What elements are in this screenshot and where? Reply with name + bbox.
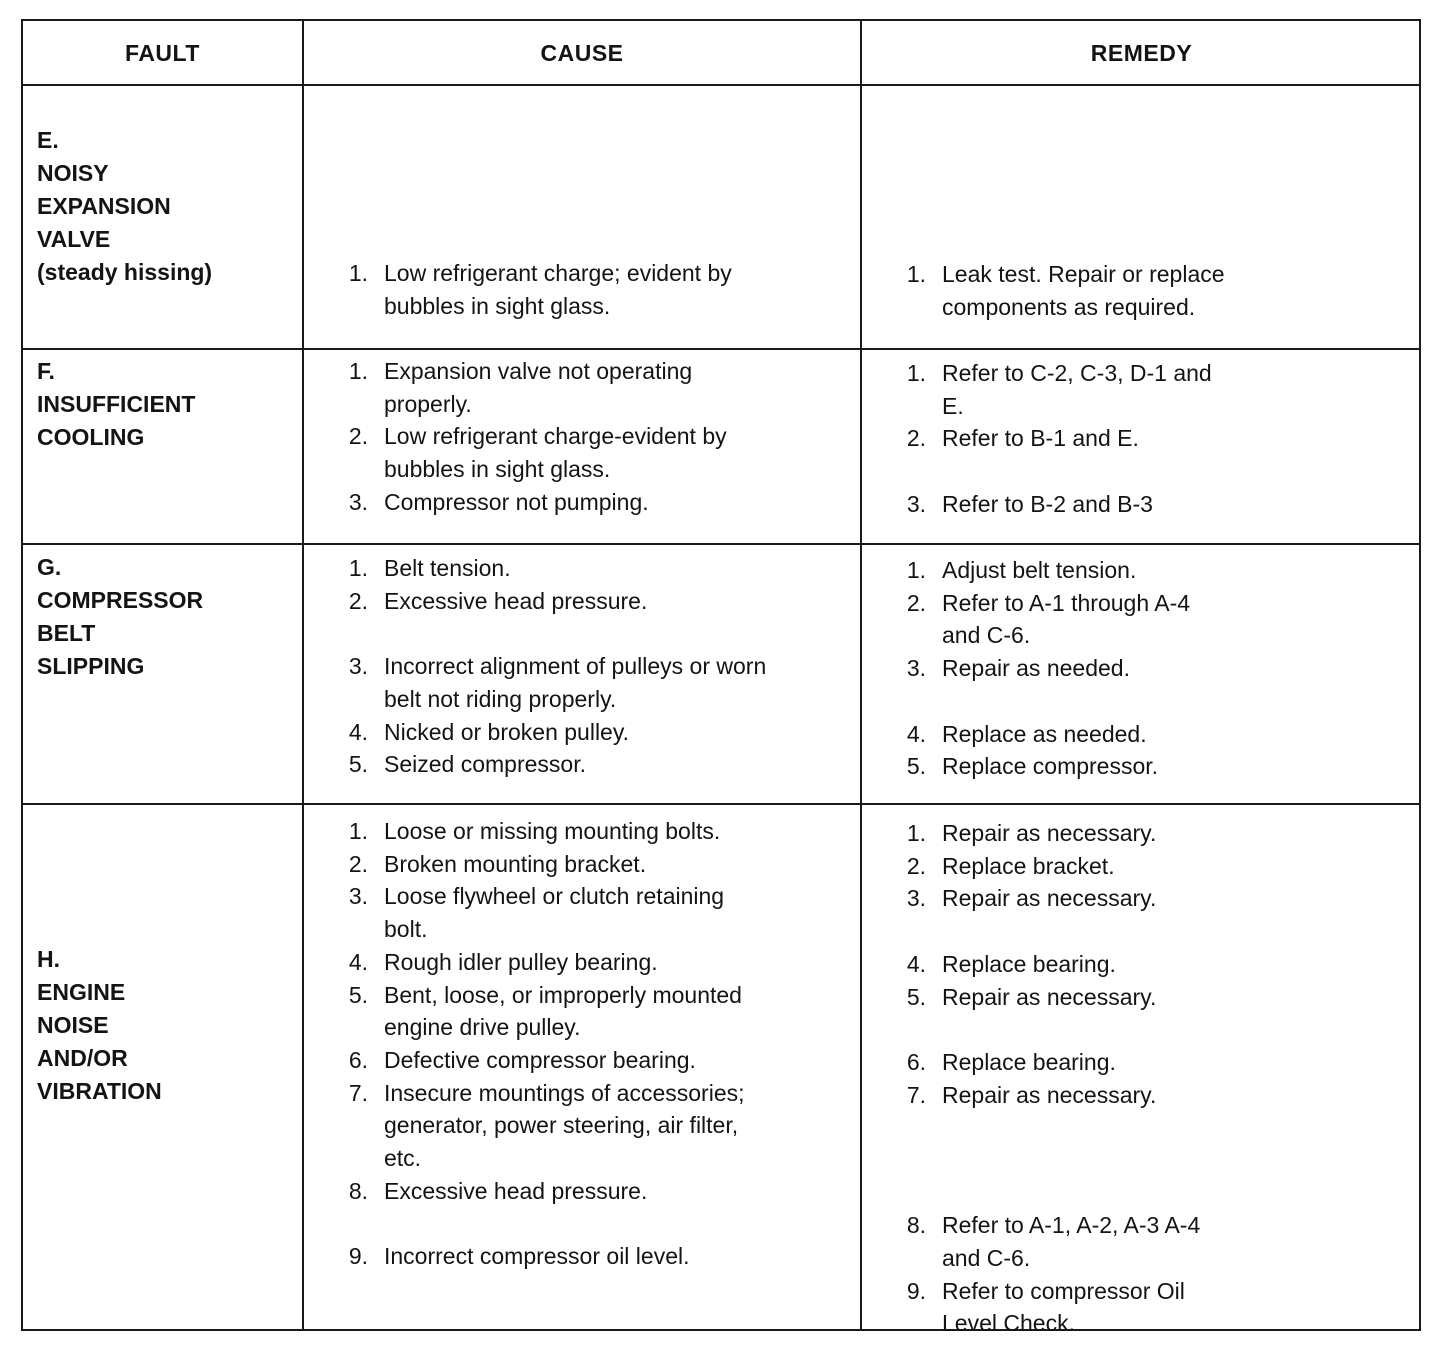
troubleshooting-table: [21, 19, 1421, 1337]
list-item: [896, 1209, 1226, 1274]
fault-letter: E.: [37, 127, 59, 153]
spacer: [338, 617, 788, 650]
item-number: 3.: [348, 488, 368, 515]
list-item: [338, 716, 788, 749]
item-text: Rough idler pulley bearing.: [384, 948, 658, 975]
cause-list-e: [338, 257, 818, 322]
item-text: Incorrect compressor oil level.: [384, 1243, 690, 1270]
item-text: Incorrect alignment of pulleys or worn belt not riding properly.: [384, 653, 767, 712]
list-item: [338, 848, 758, 881]
item-text: Belt tension.: [384, 555, 511, 581]
item-number: 6.: [906, 1048, 926, 1075]
list-item: [338, 650, 788, 715]
item-number: 1.: [348, 358, 368, 384]
item-number: 4.: [348, 718, 368, 745]
cause-list-g: [338, 552, 788, 781]
fault-title-line: SLIPPING: [37, 653, 145, 679]
list-item: [338, 1175, 758, 1208]
item-number: 2.: [348, 850, 368, 877]
list-item: [338, 1077, 758, 1175]
row-divider: [23, 543, 1419, 545]
item-number: 7.: [906, 1081, 926, 1108]
list-item: [896, 488, 1226, 521]
item-number: 1.: [348, 818, 368, 844]
spacer: [338, 1207, 758, 1240]
item-number: 8.: [906, 1212, 926, 1239]
column-divider: [860, 21, 862, 1329]
header-fault: FAULT: [125, 39, 200, 66]
item-text: Replace bearing.: [942, 1048, 1116, 1075]
item-number: 9.: [906, 1277, 926, 1304]
list-item: [338, 257, 818, 322]
item-text: Refer to A-1, A-2, A-3 A-4 and C-6.: [942, 1212, 1201, 1272]
list-item: [896, 1079, 1226, 1112]
item-number: 3.: [906, 490, 926, 517]
item-text: Repair as necessary.: [942, 1081, 1157, 1108]
item-text: Loose flywheel or clutch retaining bolt.: [384, 883, 725, 943]
list-item: [896, 850, 1226, 883]
item-text: Refer to B-2 and B-3: [942, 490, 1153, 517]
fault-letter: H.: [37, 946, 60, 972]
fault-title-line: EXPANSION: [37, 193, 171, 219]
row-divider: [23, 803, 1419, 805]
item-number: 2.: [348, 423, 368, 450]
list-item: [896, 554, 1206, 587]
item-text: Bent, loose, or improperly mounted engine drive pulley.: [384, 981, 742, 1041]
list-item: [896, 948, 1226, 981]
item-text: Broken mounting bracket.: [384, 850, 647, 877]
spacer: [896, 1177, 1226, 1210]
item-number: 8.: [348, 1177, 368, 1204]
column-divider: [302, 21, 304, 1329]
fault-letter: F.: [37, 358, 55, 384]
item-number: 7.: [348, 1079, 368, 1106]
item-number: 3.: [906, 655, 926, 682]
item-number: 9.: [348, 1243, 368, 1270]
remedy-list-e: [896, 258, 1316, 323]
spacer: [896, 1013, 1226, 1046]
item-text: Leak test. Repair or replace components as required.: [942, 261, 1225, 320]
list-item: [896, 422, 1226, 455]
list-item: [338, 486, 768, 519]
item-text: Loose or missing mounting bolts.: [384, 818, 721, 844]
fault-g: [37, 551, 297, 683]
list-item: [338, 552, 788, 585]
item-number: 5.: [348, 981, 368, 1008]
item-number: 2.: [906, 589, 926, 616]
fault-title-line: COMPRESSOR: [37, 587, 204, 613]
item-number: 3.: [348, 883, 368, 910]
list-item: [896, 718, 1206, 751]
item-text: Compressor not pumping.: [384, 488, 649, 515]
list-item: [338, 420, 768, 485]
item-text: Defective compressor bearing.: [384, 1046, 696, 1073]
header-remedy: REMEDY: [1090, 39, 1193, 66]
item-number: 5.: [906, 753, 926, 780]
remedy-list-h: [896, 817, 1226, 1340]
fault-f: [37, 355, 297, 454]
fault-title-line: (steady hissing): [37, 259, 213, 285]
item-text: Refer to compressor Oil Level Check.: [942, 1277, 1185, 1337]
item-number: 1.: [906, 820, 926, 846]
item-number: 4.: [348, 948, 368, 975]
item-number: 2.: [906, 852, 926, 879]
item-number: 3.: [906, 885, 926, 912]
spacer: [896, 455, 1226, 488]
list-item: [896, 357, 1226, 422]
row-divider: [23, 348, 1419, 350]
list-item: [338, 355, 768, 420]
fault-title-line: COOLING: [37, 424, 145, 450]
item-text: Adjust belt tension.: [942, 557, 1137, 583]
item-number: 1.: [348, 260, 368, 286]
item-number: 4.: [906, 950, 926, 977]
fault-title-line: INSUFFICIENT: [37, 391, 196, 417]
item-number: 6.: [348, 1046, 368, 1073]
item-text: Replace compressor.: [942, 753, 1159, 780]
spacer: [896, 915, 1226, 948]
item-number: 5.: [906, 983, 926, 1010]
list-item: [896, 817, 1226, 850]
list-item: [896, 258, 1316, 323]
remedy-list-f: [896, 357, 1226, 521]
list-item: [896, 882, 1226, 915]
item-number: 1.: [906, 261, 926, 287]
list-item: [896, 750, 1206, 783]
list-item: [896, 652, 1206, 685]
item-text: Replace as needed.: [942, 720, 1147, 747]
list-item: [896, 981, 1226, 1014]
item-text: Expansion valve not operating properly.: [384, 358, 693, 417]
item-text: Refer to C-2, C-3, D-1 and E.: [942, 360, 1212, 419]
list-item: [338, 946, 758, 979]
spacer: [896, 1111, 1226, 1144]
item-text: Excessive head pressure.: [384, 587, 648, 614]
list-item: [338, 815, 758, 848]
item-number: 1.: [906, 360, 926, 386]
fault-title-line: VALVE: [37, 226, 111, 252]
item-text: Seized compressor.: [384, 751, 586, 778]
list-item: [896, 587, 1206, 652]
fault-letter: G.: [37, 554, 62, 580]
item-text: Insecure mountings of accessories; generator, power steering, air filter, etc.: [384, 1079, 745, 1172]
item-number: 2.: [906, 425, 926, 452]
list-item: [338, 979, 758, 1044]
spacer: [896, 1144, 1226, 1177]
item-text: Low refrigerant charge-evident by bubbles in sight glass.: [384, 423, 727, 483]
list-item: [338, 585, 788, 618]
item-text: Replace bracket.: [942, 852, 1115, 879]
item-text: Nicked or broken pulley.: [384, 718, 630, 745]
fault-title-line: NOISE: [37, 1012, 109, 1038]
fault-title-line: AND/OR: [37, 1045, 128, 1071]
item-text: Repair as necessary.: [942, 820, 1157, 846]
item-number: 1.: [906, 557, 926, 583]
list-item: [896, 1046, 1226, 1079]
item-number: 2.: [348, 587, 368, 614]
spacer: [896, 685, 1206, 718]
list-item: [338, 1240, 758, 1273]
fault-title-line: ENGINE: [37, 979, 126, 1005]
fault-title-line: NOISY: [37, 160, 109, 186]
cause-list-h: [338, 815, 758, 1273]
list-item: [338, 1044, 758, 1077]
item-text: Repair as needed.: [942, 655, 1130, 682]
fault-title-line: VIBRATION: [37, 1078, 162, 1104]
item-text: Refer to A-1 through A-4 and C-6.: [942, 589, 1191, 649]
item-text: Repair as necessary.: [942, 885, 1157, 912]
list-item: [338, 748, 788, 781]
item-number: 5.: [348, 751, 368, 778]
item-number: 3.: [348, 653, 368, 680]
list-item: [896, 1275, 1226, 1340]
item-text: Low refrigerant charge; evident by bubbles in sight glass.: [384, 260, 732, 319]
item-text: Replace bearing.: [942, 950, 1116, 977]
remedy-list-g: [896, 554, 1206, 783]
fault-title-line: BELT: [37, 620, 96, 646]
item-number: 4.: [906, 720, 926, 747]
list-item: [338, 880, 758, 945]
item-number: 1.: [348, 555, 368, 581]
item-text: Refer to B-1 and E.: [942, 425, 1139, 452]
fault-h: [37, 943, 297, 1108]
cause-list-f: [338, 355, 768, 519]
fault-e: [37, 124, 297, 289]
header-cause: CAUSE: [540, 39, 624, 66]
item-text: Excessive head pressure.: [384, 1177, 648, 1204]
item-text: Repair as necessary.: [942, 983, 1157, 1010]
